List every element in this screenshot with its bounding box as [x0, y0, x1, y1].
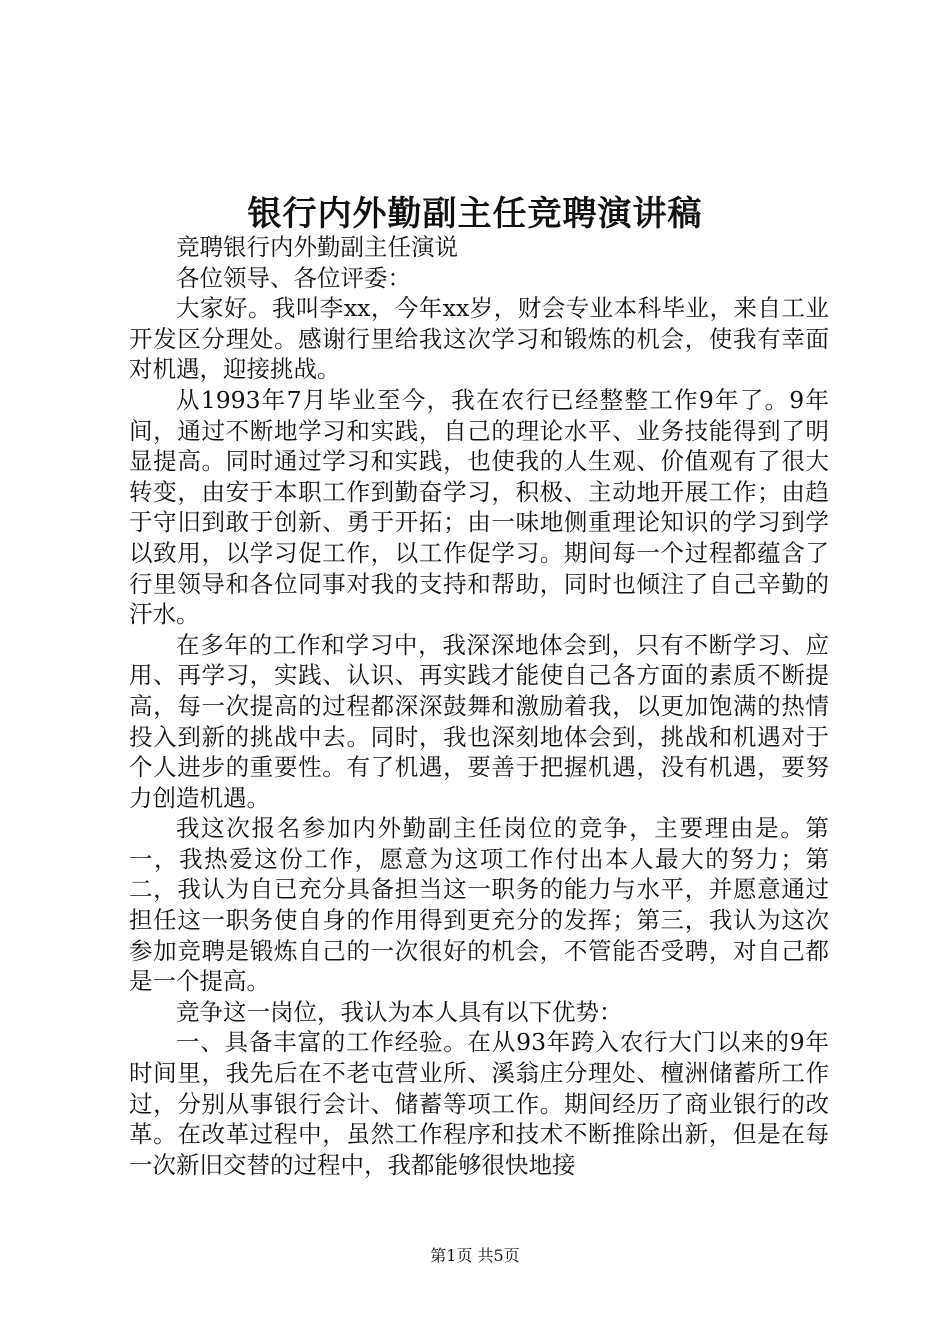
paragraph-introduction: 大家好。我叫李xx，今年xx岁，财会专业本科毕业，来自工业开发区分理处。感谢行里给我这次学习和锻炼的机会，使我有幸面对机遇，迎接挑战。 — [129, 294, 829, 384]
page-number-footer: 第1页 共5页 — [430, 1246, 520, 1265]
paragraph-advantage-one: 一、具备丰富的工作经验。在从93年跨入农行大门以来的9年时间里，我先后在不老屯营业所、溪翁庄分理处、檀洲储蓄所工作过，分别从事银行会计、储蓄等项工作。期间经历了商业银行的改革。在改革过程中，虽然工作程序和技术不断推除出新，但是在每一次新旧交替的过程中，我都能够很快地接 — [129, 1028, 829, 1179]
paragraph-subtitle: 竞聘银行内外勤副主任演说 — [176, 233, 458, 261]
paragraph-reasons: 我这次报名参加内外勤副主任岗位的竞争，主要理由是。第一，我热爱这份工作，愿意为这项工作付出本人最大的努力；第二，我认为自已充分具备担当这一职务的能力与水平，并愿意通过担任这一职务使自身的作用得到更充分的发挥；第三，我认为这次参加竞聘是锻炼自己的一次很好的机会，不管能否受聘，对自己都是一个提高。 — [129, 814, 829, 996]
document-body — [129, 232, 829, 1180]
paragraph-advantages-intro: 竞争这一岗位，我认为本人具有以下优势： — [176, 997, 623, 1026]
paragraph-salutation: 各位领导、各位评委： — [176, 263, 411, 292]
document-title: 银行内外勤副主任竞聘演讲稿 — [247, 194, 703, 234]
paragraph-work-history: 从1993年7月毕业至今，我在农行已经整整工作9年了。9年间，通过不断地学习和实践，自己的理论水平、业务技能得到了明显提高。同时通过学习和实践，也使我的人生观、价值观有了很大转变，由安于本职工作到勤奋学习，积极、主动地开展工作；由趋于守旧到敢于创新、勇于开拓；由一味地侧重理论知识的学习到学以致用，以学习促工作，以工作促学习。期间每一个过程都蕴含了行里领导和各位同事对我的支持和帮助，同时也倾注了自己辛勤的汗水。 — [129, 385, 829, 629]
paragraph-experience: 在多年的工作和学习中，我深深地体会到，只有不断学习、应用、再学习，实践、认识、再实践才能使自己各方面的素质不断提高，每一次提高的过程都深深鼓舞和激励着我，以更加饱满的热情投入到新的挑战中去。同时，我也深刻地体会到，挑战和机遇对于个人进步的重要性。有了机遇，要善于把握机遇，没有机遇，要努力创造机遇。 — [129, 630, 829, 812]
